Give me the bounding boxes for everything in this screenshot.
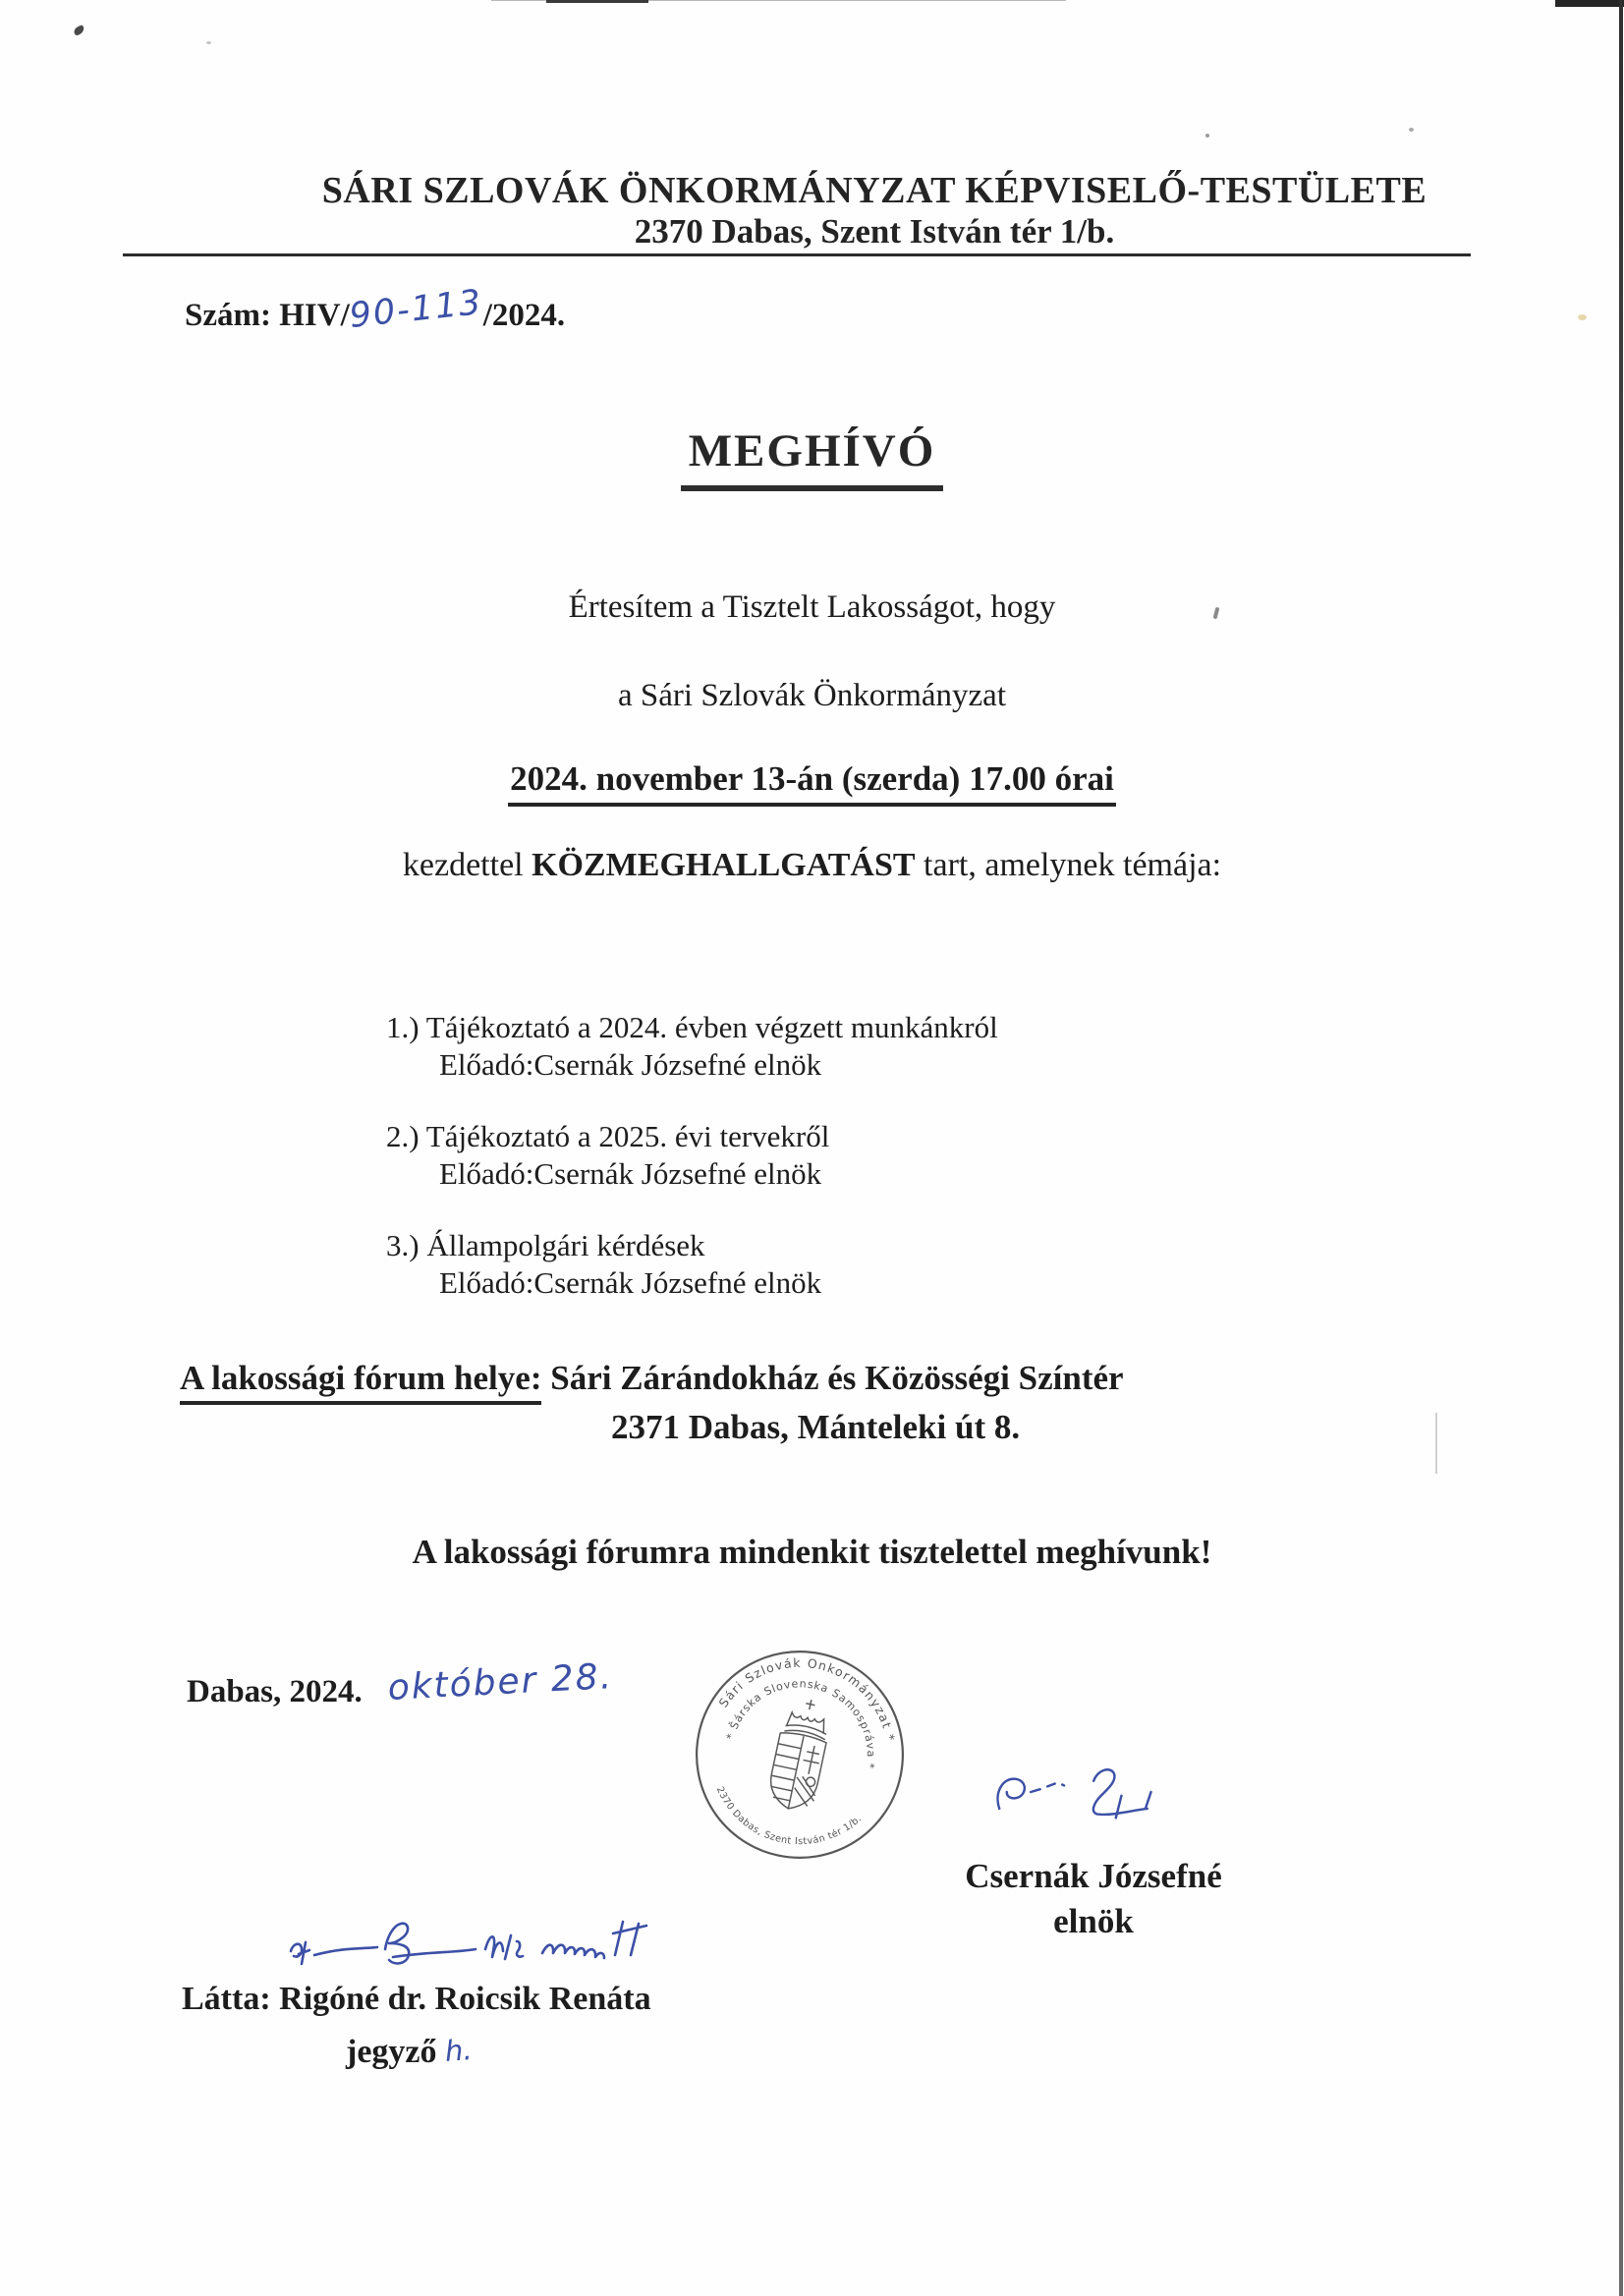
event-sentence-emphasis: KÖZMEGHALLGATÁST [532,847,916,883]
notary-signature [275,1910,707,1984]
scan-speck [1435,1413,1437,1474]
stamp-coat-of-arms-icon [765,1695,834,1814]
stamp-outer-text: Sári Szlovák Onkormányzat * [715,1654,899,1744]
reference-suffix: /2024. [482,298,566,333]
dateline-handwritten: október 28. [386,1656,614,1708]
reference-number-line [185,283,566,337]
agenda-item-3-presenter: Előadó:Csernák Józsefné elnök [439,1265,822,1300]
dateline [187,1656,614,1710]
scan-artifact-right-edge [1619,0,1623,2296]
notary-title: jegyző [346,2034,437,2070]
agenda-item-1-presenter: Előadó:Csernák Józsefné elnök [439,1047,822,1082]
stamp-bottom-text: 2370 Dabas, Szent István tér 1/b. [713,1785,865,1848]
scan-artifact-top-right-corner [1555,0,1624,7]
official-round-stamp [687,1638,913,1872]
reference-prefix: Szám: HIV/ [185,298,350,333]
event-datetime: 2024. november 13-án (szerda) 17.00 órai [508,759,1116,807]
document-title-row [0,424,1624,491]
reference-handwritten-number: 90-113 [347,283,484,337]
agenda-item-1-text: Tájékoztató a 2024. évben végzett munkánkról [425,1010,998,1044]
agenda-item-3-text: Állampolgári kérdések [426,1228,705,1262]
scan-speck [206,41,211,44]
document-title: MEGHÍVÓ [681,424,944,491]
president-signature [987,1761,1159,1839]
scan-speck [73,25,85,36]
scan-speck [1205,134,1209,138]
event-datetime-row [0,759,1624,807]
dateline-printed: Dabas, 2024. [187,1674,363,1709]
event-sentence [0,847,1624,884]
agenda-item-1-topic [386,1010,998,1045]
intro-line-1: Értesítem a Tisztelt Lakosságot, hogy [568,589,1056,625]
agenda-item-2-text: Tájékoztató a 2025. évi tervekről [425,1119,830,1153]
agenda-item-1-number: 1.) [386,1010,420,1044]
agenda-item-3-number: 3.) [386,1228,420,1262]
agenda-item-3-topic [386,1228,705,1263]
event-sentence-prefix: kezdettel [402,847,532,883]
intro-line-2: a Sári Szlovák Önkormányzat [618,678,1006,713]
closing-sentence: A lakossági fórumra mindenkit tisztelettel meghívunk! [412,1533,1212,1571]
seen-by-line: Látta: Rigóné dr. Roicsik Renáta [182,1981,651,2017]
scan-speck [1409,128,1414,132]
notary-title-line [346,2034,472,2071]
venue-address: 2371 Dabas, Mánteleki út 8. [611,1408,1021,1446]
venue-line [180,1359,1124,1398]
letterhead-rule [123,253,1471,256]
letterhead-org-name: SÁRI SZLOVÁK ÖNKORMÁNYZAT KÉPVISELŐ-TESTÜLETE [321,170,1428,211]
president-title: elnök [1053,1902,1134,1940]
venue-label: A lakossági fórum helye: [180,1359,541,1405]
event-sentence-suffix: tart, amelynek témája: [915,847,1222,883]
venue-name: Sári Zárándokház és Közösségi Színtér [541,1359,1124,1397]
stamp-middle-text: * Šárska Slovenska Samospráva * [723,1677,877,1770]
agenda-item-2-number: 2.) [386,1119,420,1153]
agenda-item-2-presenter: Előadó:Csernák Józsefné elnök [439,1156,822,1191]
notary-handwritten-mark: h. [443,2033,474,2068]
scan-speck [1578,314,1587,320]
letterhead-address: 2370 Dabas, Szent István tér 1/b. [634,212,1115,251]
scan-artifact-top-dark-segment [546,0,648,3]
president-name: Csernák Józsefné [965,1857,1222,1895]
agenda-item-2-topic [386,1119,829,1154]
